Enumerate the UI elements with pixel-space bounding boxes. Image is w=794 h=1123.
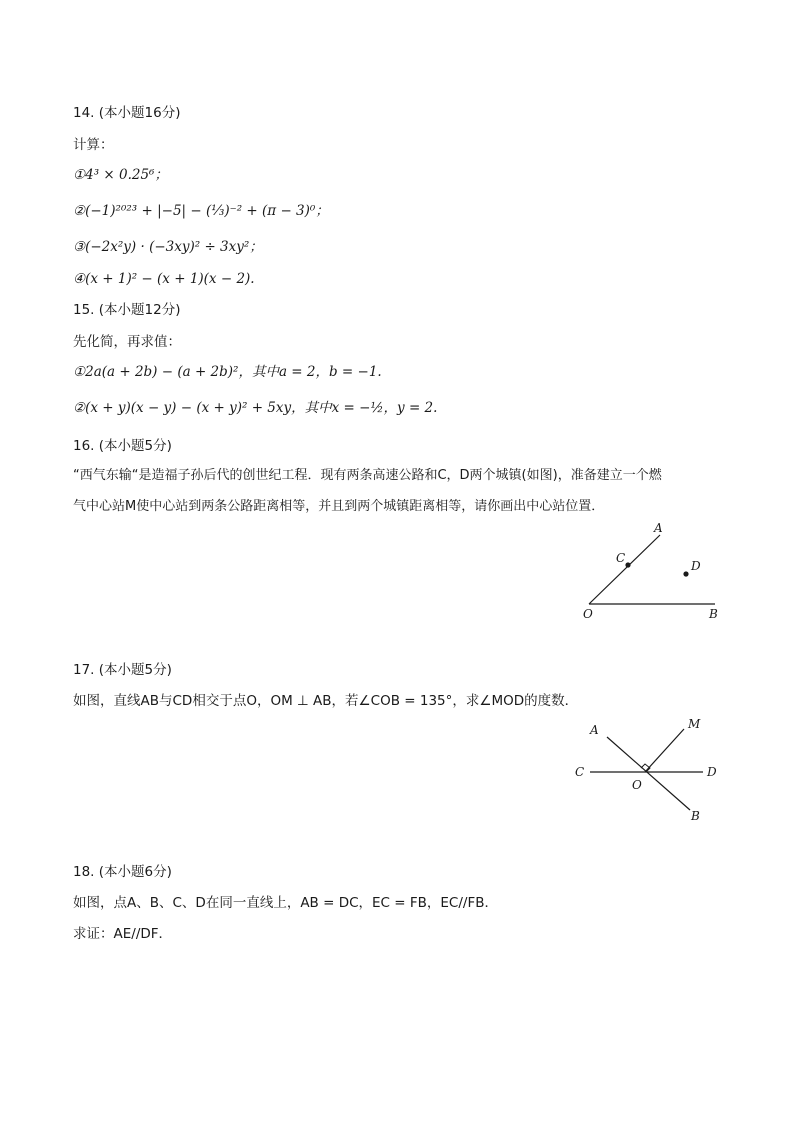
label-D: D	[691, 559, 701, 573]
label-C: C	[616, 551, 626, 565]
problem-17-text: 如图，直线AB与CD相交于点O，OM ⊥ AB，若∠COB = 135°，求∠MOD的度数．	[73, 693, 579, 709]
town-C-point	[625, 562, 630, 567]
label-D: D	[707, 765, 717, 779]
town-D-point	[683, 571, 688, 576]
problem-15-header: 15. (本小题12分)	[73, 302, 181, 318]
label-A: A	[590, 723, 599, 737]
ray-OA	[589, 535, 660, 604]
problem-18-header: 18. (本小题6分)	[73, 864, 172, 880]
problem-14-item-2: ②(−1)²⁰²³ + |−5| − (⅓)⁻² + (π − 3)⁰；	[73, 203, 329, 219]
label-B: B	[691, 809, 700, 823]
problem-18-text: 如图，点A、B、C、D在同一直线上，AB = DC，EC = FB，EC//FB．	[73, 895, 498, 911]
problem-14-header: 14. (本小题16分)	[73, 105, 181, 121]
problem-17-header: 17. (本小题5分)	[73, 662, 172, 678]
label-B: B	[709, 607, 718, 621]
label-C: C	[575, 765, 585, 779]
problem-14-item-3: ③(−2x²y) · (−3xy)² ÷ 3xy²；	[73, 239, 263, 255]
problem-14-intro: 计算：	[73, 137, 114, 153]
problem-16-header: 16. (本小题5分)	[73, 438, 172, 454]
problem-15-intro: 先化简，再求值：	[73, 334, 181, 350]
label-A: A	[654, 521, 663, 535]
problem-15-item-1: ①2a(a + 2b) − (a + 2b)²，其中a = 2，b = −1.	[73, 364, 382, 380]
problem-16-text-line-2: 气中心站M使中心站到两条公路距离相等，并且到两个城镇距离相等，请你画出中心站位置．	[73, 499, 605, 514]
problem-16-figure	[570, 515, 735, 625]
label-O: O	[583, 607, 593, 621]
label-O: O	[632, 778, 642, 792]
problem-18-prove: 求证：AE//DF．	[73, 926, 173, 942]
problem-14-item-4: ④(x + 1)² − (x + 1)(x − 2).	[73, 271, 255, 287]
problem-16-text-line-1: “西气东输“是造福子孙后代的创世纪工程．现有两条高速公路和C，D两个城镇(如图)，准备建立一个燃	[73, 468, 662, 483]
ray-OM	[645, 729, 684, 772]
problem-15-item-2: ②(x + y)(x − y) − (x + y)² + 5xy，其中x = −½，y = 2.	[73, 400, 438, 416]
problem-14-item-1: ①4³ × 0.25⁶；	[73, 167, 168, 183]
line-AB	[607, 737, 690, 810]
problem-17-figure	[570, 712, 730, 827]
label-M: M	[688, 717, 701, 731]
